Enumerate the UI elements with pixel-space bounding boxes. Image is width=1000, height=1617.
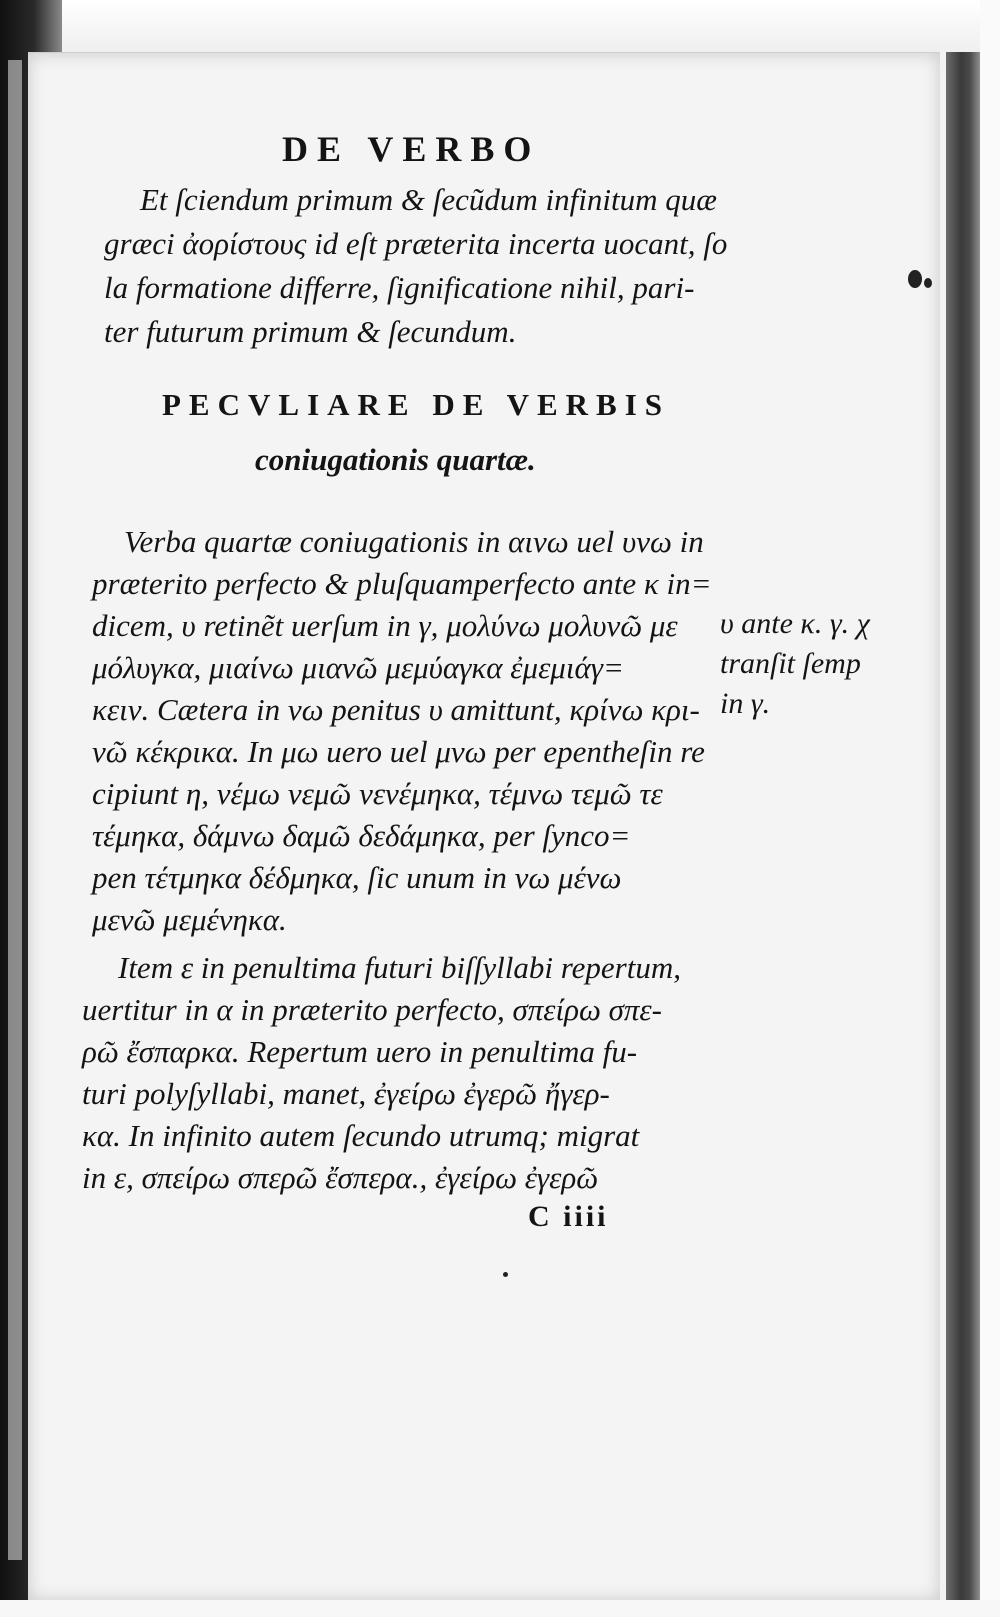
para1-line-4: ter futurum primum & ſecundum. — [104, 314, 517, 349]
ink-blot — [908, 270, 922, 288]
para3-line-2: uertitur in α in præterito perfecto, σπείρω σπε- — [82, 992, 662, 1027]
section-title: PECVLIARE DE VERBIS — [162, 387, 671, 422]
para2-line-1: Verba quartæ coniugationis in αινω uel υνω in — [124, 524, 704, 559]
para2-line-8: τέμηκα, δάμνω δαμῶ δεδάμηκα, per ſynco= — [92, 818, 631, 853]
para1-line-1: Et ſciendum primum & ſecũdum infinitum quæ — [140, 182, 717, 217]
ink-dot — [503, 1272, 508, 1277]
para2-line-10: μενῶ μεμένηκα. — [92, 902, 287, 937]
para2-line-4: μόλυγκα, μιαίνω μιανῶ μεμύαγκα ἐμεμιάγ= — [92, 650, 624, 685]
scan-top-edge — [62, 0, 1000, 52]
para3-line-5: κα. In infinito autem ſecundo utrumq; migrat — [82, 1118, 640, 1153]
para2-line-9: pen τέτμηκα δέδμηκα, ſic unum in νω μένω — [92, 860, 622, 895]
page-fore-edge — [946, 52, 980, 1600]
para1-line-3: la formatione differre, ſignificatione nihil, pari- — [104, 270, 695, 305]
para2-line-5: κειν. Cætera in νω penitus υ amittunt, κρίνω κρι- — [92, 692, 700, 727]
para3-line-1: Item ε in penultima futuri biſſyllabi repertum, — [118, 950, 681, 985]
section-subtitle: coniugationis quartæ. — [255, 442, 536, 477]
marginal-note-line-3: in γ. — [720, 687, 771, 720]
scan-right-margin — [980, 0, 1000, 1617]
para2-line-7: cipiunt η, νέμω νεμῶ νενέμηκα, τέμνω τεμῶ τε — [92, 776, 663, 811]
para2-line-2: præterito perfecto & pluſquamperfecto ante κ in= — [92, 566, 712, 601]
ink-blot — [924, 278, 932, 288]
marginal-note-line-2: tranſit ſemp — [720, 647, 861, 680]
marginal-note-line-1: υ ante κ. γ. χ — [720, 607, 870, 640]
scan-bottom-edge — [0, 1600, 1000, 1617]
para1-line-2: græci ἀορίστους id eſt præterita incerta uocant, ſo — [104, 226, 728, 261]
para3-line-6: in ε, σπείρω σπερῶ ἔσπερα., ἐγείρω ἐγερῶ — [82, 1160, 599, 1195]
para2-line-6: νῶ κέκρικα. In μω uero uel μνω per epentheſin re — [92, 734, 705, 769]
page-heading: DE VERBO — [282, 129, 541, 169]
para2-line-3: dicem, υ retinẽt uerſum in γ, μολύνω μολυνῶ με — [92, 608, 678, 643]
signature-mark: C iiii — [528, 1200, 609, 1233]
para3-line-3: ρῶ ἔσπαρκα. Repertum uero in penultima fu- — [82, 1034, 638, 1069]
para3-line-4: turi polyſyllabi, manet, ἐγείρω ἐγερῶ ἤγερ- — [82, 1076, 610, 1111]
